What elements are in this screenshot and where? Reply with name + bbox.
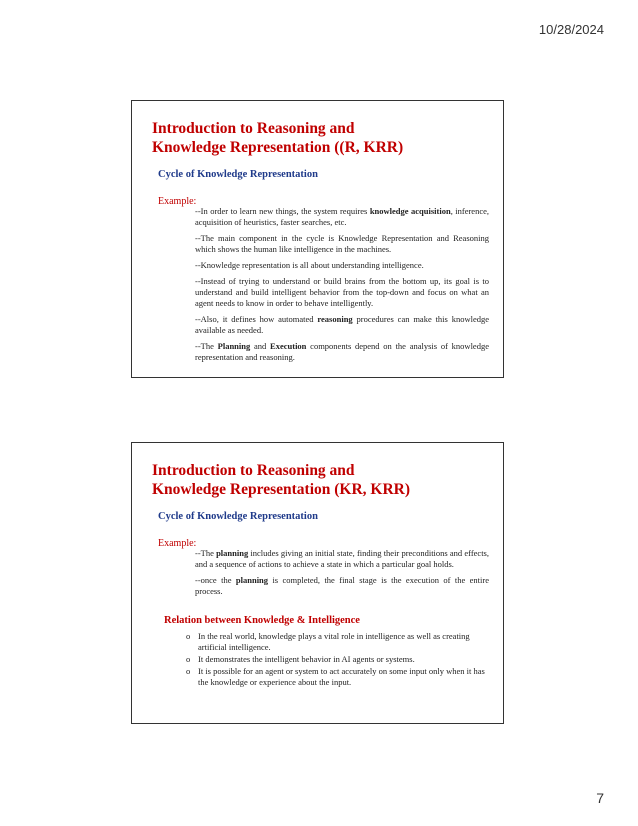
bold-term: planning	[235, 575, 269, 585]
slide-title-line-1: Introduction to Reasoning and	[152, 462, 355, 479]
text-run: --Knowledge representation is all about understanding intelligence.	[195, 260, 424, 270]
slide-title	[152, 461, 410, 499]
slide-body	[195, 548, 489, 602]
text-run: --once the	[195, 575, 236, 585]
text-run: includes giving an initial state, finding their preconditions and effects, and a sequence of actions to achieve a state in which a particular goal holds.	[195, 548, 489, 569]
page-date: 10/28/2024	[538, 22, 604, 37]
text-run: --In order to learn new things, the system requires	[195, 206, 370, 216]
example-label: Example:	[158, 538, 197, 549]
slide-title	[152, 119, 403, 157]
text-run: components depend on the analysis of knowledge representation and reasoning.	[195, 341, 489, 362]
slide-subtitle: Cycle of Knowledge Representation	[158, 511, 318, 522]
example-label: Example:	[158, 196, 197, 207]
list-item	[186, 654, 486, 665]
slide-title-line-2: Knowledge Representation (KR, KRR)	[152, 481, 411, 498]
body-paragraph	[195, 548, 489, 570]
body-paragraph	[195, 260, 489, 271]
text-run: --The	[195, 341, 218, 351]
bold-term: planning	[216, 548, 249, 558]
bullet-text: In the real world, knowledge plays a vital role in intelligence as well as creating artificial intelligence.	[198, 631, 470, 652]
body-paragraph	[195, 206, 489, 228]
section-heading: Relation between Knowledge & Intelligence	[164, 615, 360, 626]
slide-body	[195, 206, 489, 368]
bold-term: knowledge acquisition	[369, 206, 451, 216]
bold-term: reasoning	[317, 314, 353, 324]
text-run: , inference, acquisition of heuristics, faster searches, etc.	[195, 206, 490, 227]
text-run: --The main component in the cycle is Knowledge Representation and Reasoning which shows the human like intelligence in the machines.	[195, 233, 489, 254]
body-paragraph	[195, 276, 489, 309]
slide-2	[131, 442, 504, 724]
text-run: is completed, the final stage is the execution of the entire process.	[195, 575, 489, 596]
slide-title-line-1: Introduction to Reasoning and	[152, 120, 355, 137]
slide-title-line-2: Knowledge Representation ((R, KRR)	[152, 139, 404, 156]
bold-term: Execution	[270, 341, 307, 351]
slide-1	[131, 100, 504, 378]
bullet-text: It demonstrates the intelligent behavior in AI agents or systems.	[198, 654, 415, 664]
body-paragraph	[195, 341, 489, 363]
text-run: procedures can make this knowledge available as needed.	[195, 314, 489, 335]
page-number: 7	[596, 790, 604, 806]
slide-subtitle: Cycle of Knowledge Representation	[158, 169, 318, 180]
text-run: --Also, it defines how automated	[195, 314, 318, 324]
text-run: --Instead of trying to understand or build brains from the bottom up, its goal is to understand and build intelligent behavior from the top-down and focus on what an agent needs to know in order to behave intelligently.	[195, 276, 489, 308]
bullet-marker: o	[186, 654, 191, 664]
list-item	[186, 666, 486, 688]
bullet-list	[186, 631, 486, 689]
bullet-marker: o	[186, 631, 191, 641]
body-paragraph	[195, 314, 489, 336]
body-paragraph	[195, 233, 489, 255]
body-paragraph	[195, 575, 489, 597]
list-item	[186, 631, 486, 653]
text-run: and	[250, 341, 271, 351]
bullet-marker: o	[186, 666, 191, 676]
text-run: --The	[195, 548, 217, 558]
bold-term: Planning	[217, 341, 251, 351]
bullet-text: It is possible for an agent or system to act accurately on some input only when it has the knowledge or experience about the input.	[198, 666, 485, 687]
